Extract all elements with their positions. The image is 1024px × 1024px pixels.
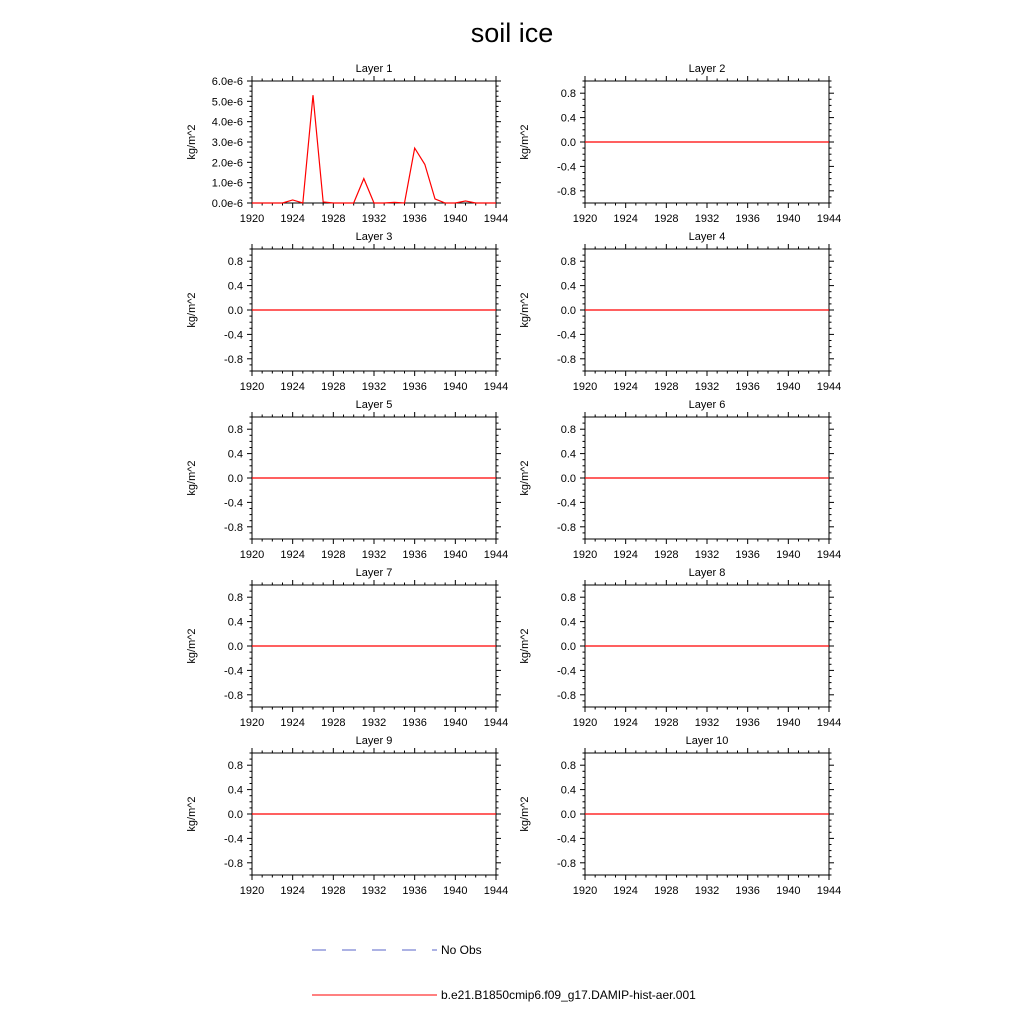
y-axis-label: kg/m^2 xyxy=(186,460,198,496)
x-tick-label: 1944 xyxy=(816,885,842,897)
x-tick-label: 1936 xyxy=(402,381,427,393)
x-tick-label: 1932 xyxy=(361,549,387,561)
y-tick-label: -0.8 xyxy=(557,185,576,198)
x-tick-label: 1928 xyxy=(654,213,679,225)
y-tick-label: 0.8 xyxy=(227,760,243,773)
y-tick-label: 0.4 xyxy=(560,616,576,629)
panel-title: Layer 4 xyxy=(688,231,726,243)
y-tick-label: -0.4 xyxy=(557,497,576,510)
x-tick-label: 1936 xyxy=(735,213,760,225)
y-tick-label: 0.8 xyxy=(227,592,243,605)
y-tick-label: 0.4 xyxy=(560,784,576,797)
panels-group xyxy=(186,63,841,897)
y-tick-label: 2.0e-6 xyxy=(211,157,243,170)
y-tick-label: 0.0 xyxy=(560,809,576,821)
y-tick-label: 0.8 xyxy=(560,88,576,101)
x-tick-label: 1920 xyxy=(239,885,265,897)
x-tick-label: 1940 xyxy=(443,213,468,225)
panel-title: Layer 10 xyxy=(685,735,729,747)
y-tick-label: 0.4 xyxy=(227,280,243,293)
y-tick-label: -0.4 xyxy=(224,833,243,846)
panel-layer-3 xyxy=(186,231,508,393)
figure-title: soil ice xyxy=(470,18,554,48)
y-tick-label: 0.0e-6 xyxy=(211,198,243,210)
y-axis-label: kg/m^2 xyxy=(519,292,531,328)
y-tick-label: 1.0e-6 xyxy=(211,177,243,190)
x-tick-label: 1940 xyxy=(776,717,801,729)
y-axis-label: kg/m^2 xyxy=(186,796,198,832)
x-tick-label: 1936 xyxy=(402,717,427,729)
y-tick-label: -0.8 xyxy=(557,521,576,534)
x-tick-label: 1924 xyxy=(280,885,305,897)
panel-title: Layer 6 xyxy=(688,399,726,411)
x-tick-label: 1944 xyxy=(816,549,842,561)
y-tick-label: 0.0 xyxy=(560,305,576,317)
x-tick-label: 1928 xyxy=(321,549,346,561)
panel-layer-4 xyxy=(519,231,841,393)
x-tick-label: 1944 xyxy=(816,213,842,225)
y-tick-label: -0.8 xyxy=(224,353,243,366)
y-tick-label: 0.0 xyxy=(227,809,243,821)
y-tick-label: -0.8 xyxy=(224,857,243,870)
legend-label-2: b.e21.B1850cmip6.f09_g17.DAMIP-hist-aer.001 xyxy=(441,988,696,1002)
x-tick-label: 1928 xyxy=(654,885,679,897)
y-tick-label: 0.4 xyxy=(227,616,243,629)
y-axis-label: kg/m^2 xyxy=(519,628,531,664)
x-tick-label: 1928 xyxy=(654,549,679,561)
y-tick-label: -0.8 xyxy=(224,689,243,702)
x-tick-label: 1924 xyxy=(613,717,638,729)
panel-title: Layer 7 xyxy=(355,567,393,579)
x-tick-label: 1944 xyxy=(483,885,509,897)
x-tick-label: 1924 xyxy=(280,717,305,729)
y-tick-label: -0.8 xyxy=(557,857,576,870)
y-tick-label: 3.0e-6 xyxy=(211,137,243,149)
y-tick-label: 0.0 xyxy=(560,473,576,485)
y-tick-label: 4.0e-6 xyxy=(211,116,243,129)
y-tick-label: 0.4 xyxy=(560,448,576,461)
x-tick-label: 1936 xyxy=(735,885,760,897)
x-tick-label: 1932 xyxy=(694,717,720,729)
legend xyxy=(312,943,696,1002)
x-tick-label: 1928 xyxy=(321,213,346,225)
y-tick-label: 0.8 xyxy=(560,592,576,605)
x-tick-label: 1944 xyxy=(816,381,842,393)
panel-layer-1 xyxy=(186,63,508,225)
panel-title: Layer 5 xyxy=(355,399,393,411)
x-tick-label: 1924 xyxy=(613,381,638,393)
x-tick-label: 1924 xyxy=(280,381,305,393)
x-tick-label: 1920 xyxy=(239,549,265,561)
y-tick-label: 0.4 xyxy=(560,280,576,293)
plot-frame xyxy=(252,81,496,203)
y-tick-label: 0.8 xyxy=(227,424,243,437)
x-tick-label: 1936 xyxy=(402,885,427,897)
x-tick-label: 1924 xyxy=(280,213,305,225)
x-tick-label: 1940 xyxy=(776,213,801,225)
x-tick-label: 1944 xyxy=(816,717,842,729)
x-tick-label: 1928 xyxy=(321,717,346,729)
y-tick-label: 0.0 xyxy=(227,473,243,485)
x-tick-label: 1944 xyxy=(483,381,509,393)
panel-title: Layer 1 xyxy=(355,63,393,75)
y-tick-label: 0.8 xyxy=(560,256,576,269)
y-tick-label: -0.4 xyxy=(557,329,576,342)
x-tick-label: 1936 xyxy=(402,213,427,225)
x-tick-label: 1924 xyxy=(613,213,638,225)
y-tick-label: -0.4 xyxy=(224,329,243,342)
y-tick-label: 0.4 xyxy=(227,448,243,461)
y-tick-label: -0.8 xyxy=(224,521,243,534)
x-tick-label: 1932 xyxy=(694,549,720,561)
x-tick-label: 1928 xyxy=(654,717,679,729)
x-tick-label: 1920 xyxy=(239,213,265,225)
x-tick-label: 1940 xyxy=(776,381,801,393)
panel-layer-7 xyxy=(186,567,508,729)
y-tick-label: -0.4 xyxy=(224,497,243,510)
x-tick-label: 1920 xyxy=(572,717,598,729)
y-tick-label: 6.0e-6 xyxy=(211,76,243,88)
x-tick-label: 1920 xyxy=(572,549,598,561)
x-tick-label: 1940 xyxy=(776,549,801,561)
y-tick-label: -0.4 xyxy=(557,665,576,678)
x-tick-label: 1928 xyxy=(321,381,346,393)
x-tick-label: 1924 xyxy=(613,549,638,561)
x-tick-label: 1932 xyxy=(361,717,387,729)
panel-layer-6 xyxy=(519,399,841,561)
x-tick-label: 1920 xyxy=(572,213,598,225)
y-tick-label: 0.8 xyxy=(227,256,243,269)
x-tick-label: 1932 xyxy=(361,213,387,225)
x-tick-label: 1920 xyxy=(239,717,265,729)
y-axis-label: kg/m^2 xyxy=(519,124,531,160)
x-tick-label: 1936 xyxy=(735,549,760,561)
y-axis-label: kg/m^2 xyxy=(519,796,531,832)
x-tick-label: 1940 xyxy=(443,717,468,729)
x-tick-label: 1940 xyxy=(443,885,468,897)
y-tick-label: -0.4 xyxy=(557,833,576,846)
x-tick-label: 1928 xyxy=(321,885,346,897)
panel-title: Layer 2 xyxy=(688,63,726,75)
panel-layer-9 xyxy=(186,735,508,897)
y-tick-label: 5.0e-6 xyxy=(211,96,243,109)
y-tick-label: -0.8 xyxy=(557,689,576,702)
y-axis-label: kg/m^2 xyxy=(186,292,198,328)
x-tick-label: 1928 xyxy=(654,381,679,393)
y-axis-label: kg/m^2 xyxy=(186,124,198,160)
x-tick-label: 1940 xyxy=(443,381,468,393)
x-tick-label: 1944 xyxy=(483,549,509,561)
panel-layer-8 xyxy=(519,567,841,729)
x-tick-label: 1944 xyxy=(483,213,509,225)
x-tick-label: 1932 xyxy=(361,381,387,393)
panel-layer-2 xyxy=(519,63,841,225)
x-tick-label: 1920 xyxy=(572,885,598,897)
y-tick-label: 0.4 xyxy=(227,784,243,797)
y-tick-label: -0.4 xyxy=(557,161,576,174)
x-tick-label: 1920 xyxy=(572,381,598,393)
x-tick-label: 1932 xyxy=(361,885,387,897)
x-tick-label: 1920 xyxy=(239,381,265,393)
x-tick-label: 1940 xyxy=(776,885,801,897)
y-tick-label: -0.4 xyxy=(224,665,243,678)
y-axis-label: kg/m^2 xyxy=(519,460,531,496)
x-tick-label: 1932 xyxy=(694,381,720,393)
x-tick-label: 1924 xyxy=(280,549,305,561)
panel-title: Layer 9 xyxy=(355,735,393,747)
x-tick-label: 1944 xyxy=(483,717,509,729)
panel-layer-5 xyxy=(186,399,508,561)
x-tick-label: 1936 xyxy=(735,381,760,393)
panel-layer-10 xyxy=(519,735,841,897)
x-tick-label: 1932 xyxy=(694,213,720,225)
x-tick-label: 1936 xyxy=(402,549,427,561)
y-axis-label: kg/m^2 xyxy=(186,628,198,664)
y-tick-label: 0.0 xyxy=(560,641,576,653)
y-tick-label: 0.0 xyxy=(227,305,243,317)
panel-title: Layer 3 xyxy=(355,231,393,243)
legend-label-1: No Obs xyxy=(441,943,482,957)
x-tick-label: 1924 xyxy=(613,885,638,897)
y-tick-label: -0.8 xyxy=(557,353,576,366)
y-tick-label: 0.4 xyxy=(560,112,576,125)
y-tick-label: 0.0 xyxy=(227,641,243,653)
panel-title: Layer 8 xyxy=(688,567,726,579)
x-tick-label: 1932 xyxy=(694,885,720,897)
x-tick-label: 1940 xyxy=(443,549,468,561)
series-line xyxy=(252,95,496,203)
y-tick-label: 0.8 xyxy=(560,424,576,437)
x-tick-label: 1936 xyxy=(735,717,760,729)
y-tick-label: 0.0 xyxy=(560,137,576,149)
y-tick-label: 0.8 xyxy=(560,760,576,773)
